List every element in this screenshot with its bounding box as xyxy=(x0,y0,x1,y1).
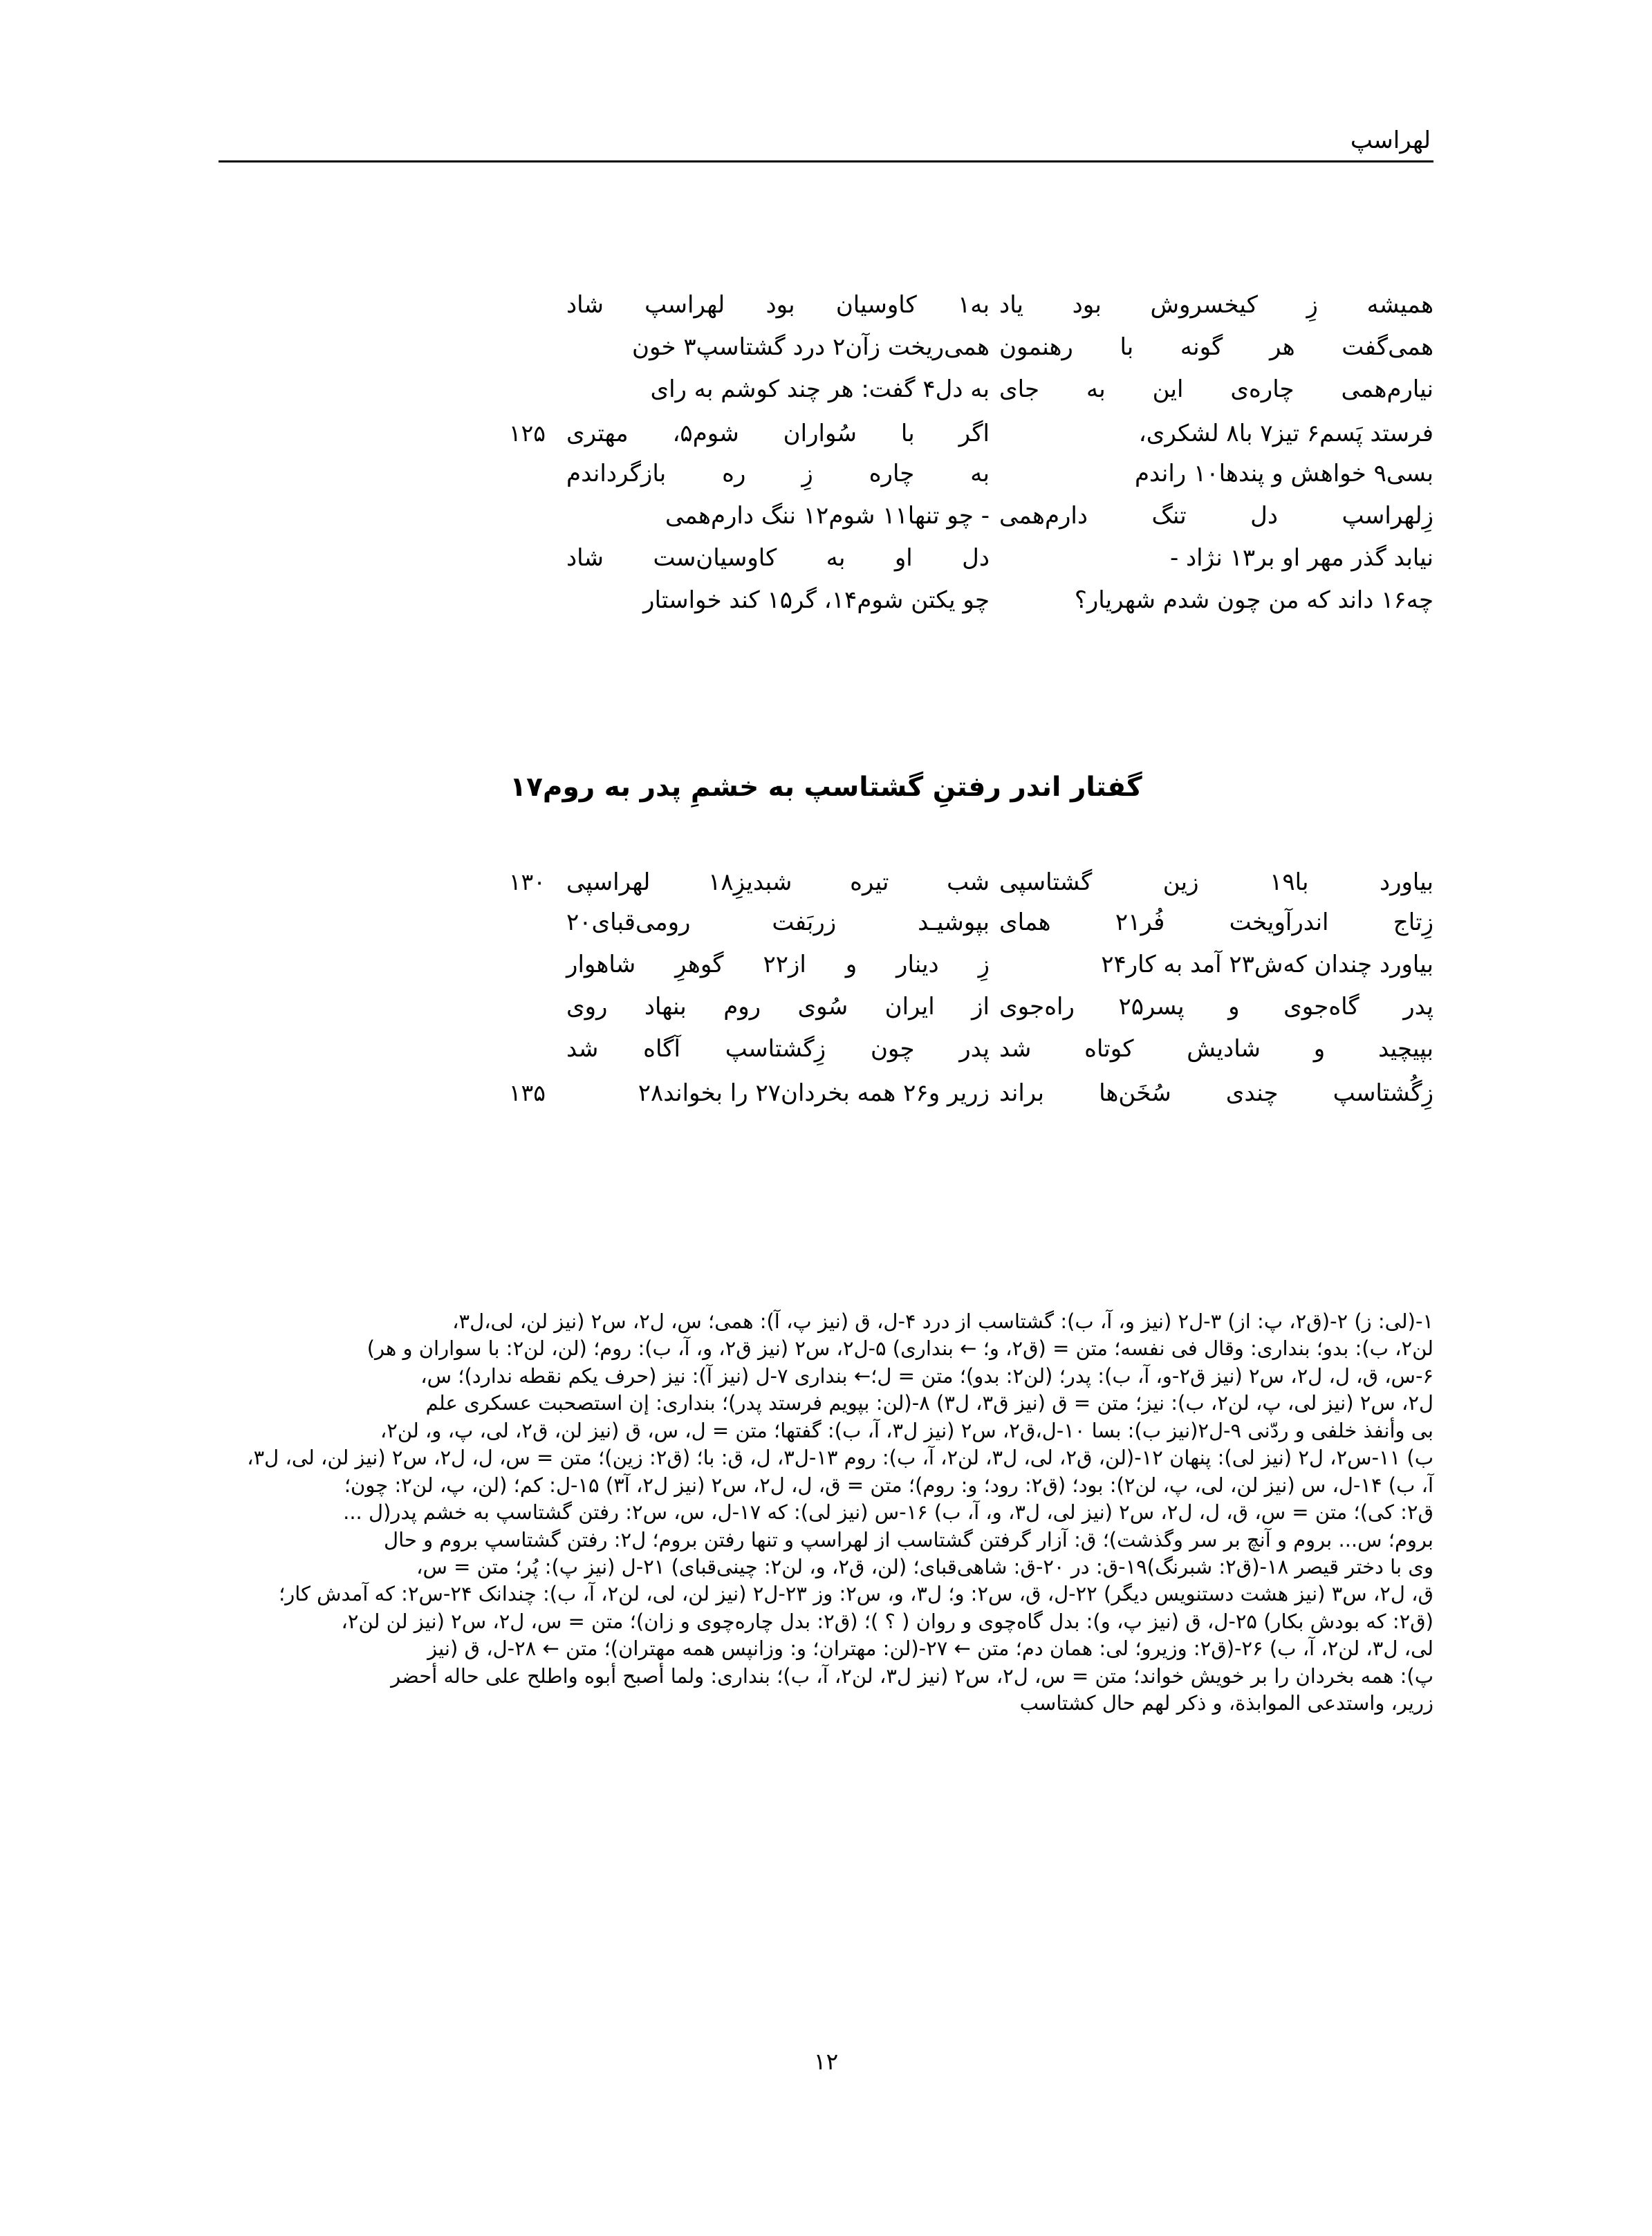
verse-line: چو یکتن شوم۱۴، گر۱۵ کند خواستار xyxy=(643,586,990,614)
verse-word: دارم‌همی xyxy=(999,502,1088,530)
verse-word: زِگُشتاسپ xyxy=(1333,1079,1433,1107)
hemistich-left xyxy=(990,870,1433,894)
verse-word: شد xyxy=(999,1035,1032,1063)
verse-word: فُر۲۱ xyxy=(1115,909,1165,936)
verse-line: به دل۴ گفت: هر چند کوشم به رای xyxy=(650,375,990,403)
couplet-row xyxy=(219,868,1433,911)
verse-word: شد xyxy=(566,1035,599,1063)
verse-word: بپوشیـد xyxy=(918,909,990,936)
hemistich-right xyxy=(546,993,990,1021)
running-head-block xyxy=(219,129,1433,162)
apparatus-line: ق، ل۲، س۳ (نیز هشت دستنویس دیگر) ۲۲-ل، ق، س۲: و؛ ل۳، و، س۲: وز ۲۳-ل۲ (نیز لن، لی، لن۲، آ، ب): چندانک ۲۴-س۲: که آمدش کار؛ xyxy=(279,1582,1433,1606)
critical-apparatus xyxy=(219,1308,1433,1717)
verse-word: چاره xyxy=(869,460,915,487)
apparatus-line: لی، ل۳، لن۲، آ، ب) ۲۶-(ق۲: وزیرو؛ لی: همان دم؛ متن ← ۲۷-(لن: مهتران؛ و: وزانپس همه مهتران)؛ متن ← ۲۸-ل، ق (نیز xyxy=(427,1637,1433,1661)
hemistich-right xyxy=(546,588,990,612)
hemistich-right xyxy=(546,375,990,403)
verse-word: زِگشتاسپ xyxy=(725,1035,826,1063)
hemistich-left xyxy=(990,546,1433,570)
hemistich-left xyxy=(990,1037,1433,1061)
verse-word: چون xyxy=(870,1035,915,1063)
hemistich-left xyxy=(990,504,1433,528)
verse-word: همای xyxy=(999,909,1051,936)
verse-word: ایران xyxy=(884,993,935,1021)
folio-number: ۱۲ xyxy=(813,2048,839,2075)
verse-word: تنگ xyxy=(1151,502,1187,530)
verse-line: بیاورد چندان که‌ش۲۳ آمد به کار۲۴ xyxy=(1101,951,1433,978)
apparatus-line: آ، ب) ۱۴-ل، س (نیز لن، لی، پ، لن۲): بود؛ (ق۲: رود؛ و: روم)؛ متن = ق، ل، ل۲، س۲ (نیز ل۲، آ۳) ۱۵-ل: کم؛ (لن، پ، لن۲: چون؛ xyxy=(344,1473,1433,1497)
couplet-row xyxy=(219,546,1433,588)
verse-number: ۱۳۰ xyxy=(508,868,546,895)
verse-line: نیابد گذر مهر او بر۱۳ نژاد - xyxy=(1169,544,1433,572)
verse-word: کاوسیان‌ست xyxy=(653,544,777,572)
header-rule xyxy=(219,160,1433,162)
apparatus-line: زریر، واستدعی الموابذة، و ذکر لهم حال کشتاسب xyxy=(1019,1691,1433,1715)
verse-word: یاد xyxy=(999,291,1024,319)
verse-line: همی‌ریخت زآن۲ درد گشتاسپ۳ خون xyxy=(632,333,990,361)
verse-word: زربَفت xyxy=(772,909,837,936)
verse-number: ۱۲۵ xyxy=(508,420,546,447)
verse-word: هر xyxy=(1269,333,1295,361)
verse-word: دل xyxy=(962,544,990,572)
verse-word: لهراسپ xyxy=(644,291,725,319)
apparatus-line: ب) ۱۱-س۲، ل۲ (نیز لی): پنهان ۱۲-(لن، ق۲، لی، ل۳، لن۲، آ، ب): روم ۱۳-ل۳، ل، ق: با؛ (ق۲: زین)؛ متن = س، ل، ل۲، س۲ (نیز لن، لی، ل۳، xyxy=(247,1446,1433,1470)
verse-word: گاه‌جوی xyxy=(1283,993,1359,1021)
verse-word: جای xyxy=(999,375,1040,403)
verse-word: چاره‌ی xyxy=(1230,375,1294,403)
apparatus-line: ل۲، س۲ (نیز لی، پ، لن۲، ب): نیز؛ متن = ق (نیز ق۳، ل۳) ۸-(لن: بپویم فرستد پدر)؛ بنداری: إن استصحبت عسکری علم xyxy=(425,1391,1433,1415)
verse-word: رومی‌قبای۲۰ xyxy=(566,909,691,936)
verse-block-two xyxy=(219,868,1433,1121)
verse-number: ۱۳۵ xyxy=(508,1079,546,1106)
verse-word: شاد xyxy=(566,291,604,319)
hemistich-left xyxy=(990,422,1433,445)
verse-word: و xyxy=(1228,993,1240,1021)
apparatus-line: پ): همه بخردان را بر خویش خواند؛ متن = س، ل۲، س۲ (نیز ل۳، لن۲، آ، ب)؛ بنداری: ولما أصبح أبوه واطلح علی حاله أحضر xyxy=(391,1664,1433,1688)
hemistich-right xyxy=(546,462,990,485)
verse-word: دینار xyxy=(896,951,939,978)
verse-word: پدر xyxy=(1403,993,1433,1021)
verse-word: شاهوار xyxy=(566,951,636,978)
hemistich-left xyxy=(990,293,1433,317)
couplet-row xyxy=(219,420,1433,462)
hemistich-left xyxy=(990,335,1433,359)
couplet-row xyxy=(219,462,1433,504)
hemistich-right xyxy=(546,335,990,359)
verse-word: زین xyxy=(1162,868,1199,896)
couplet-row xyxy=(219,953,1433,995)
verse-line: بسی۹ خواهش و پندها۱۰ راندم xyxy=(1135,460,1433,487)
verse-word: با۱۹ xyxy=(1270,868,1309,896)
apparatus-line: وی با دختر قیصر ۱۸-(ق۲: شبرنگ)۱۹-ق: در ۲۰-ق: شاهی‌قبای؛ (لن، ق۲، و، لن۲: چینی‌قبای) ۲۱-ل (نیز پ): پُر؛ متن = س، xyxy=(416,1554,1433,1578)
hemistich-left xyxy=(990,993,1433,1021)
couplet-row xyxy=(219,1079,1433,1121)
verse-word: از xyxy=(972,993,990,1021)
verse-word: کوتاه xyxy=(1084,1035,1134,1063)
verse-word: بود xyxy=(1072,291,1102,319)
verse-word: شادیش xyxy=(1187,1035,1261,1063)
verse-line: فرستد پَسم۶ تیز۷ با۸ لشکری، xyxy=(1138,420,1433,447)
couplet-row xyxy=(219,588,1433,631)
verse-word: لهراسپی xyxy=(566,868,651,896)
verse-word: و xyxy=(845,951,857,978)
verse-word: شوم۵، xyxy=(672,420,739,447)
verse-word: بپیچید xyxy=(1377,1035,1433,1063)
verse-word: بنهاد xyxy=(644,993,687,1021)
verse-block-one xyxy=(219,293,1433,631)
verse-word: آگاه xyxy=(643,1035,680,1063)
couplet-row xyxy=(219,375,1433,420)
verse-word: اندرآویخت xyxy=(1229,909,1329,936)
verse-word: راه‌جوی xyxy=(999,993,1075,1021)
apparatus-line: بروم؛ س... بروم و آنچ بر سر وگذشت)؛ ق: آزار گرفتن گشتاسب از لهراسپ و تنها رفتن بروم؛ ل۲: رفتن گشتاسپ بروم و حال xyxy=(384,1527,1433,1552)
hemistich-left xyxy=(990,911,1433,934)
verse-word: سُوی xyxy=(797,993,848,1021)
verse-word: شبدیزِ۱۸ xyxy=(708,868,792,896)
hemistich-left xyxy=(990,588,1433,612)
verse-word: او xyxy=(894,544,913,572)
verse-word: سُواران xyxy=(783,420,857,447)
verse-word: بیاورد xyxy=(1379,868,1433,896)
verse-word: این xyxy=(1152,375,1184,403)
hemistich-right xyxy=(546,546,990,570)
verse-word: دل xyxy=(1250,502,1278,530)
hemistich-left xyxy=(990,953,1433,976)
verse-word: و xyxy=(1313,1035,1326,1063)
verse-word: زِ xyxy=(1306,291,1318,319)
couplet-row xyxy=(219,995,1433,1037)
couplet-row xyxy=(219,911,1433,953)
hemistich-right xyxy=(546,293,990,317)
verse-word: کیخسروش xyxy=(1150,291,1258,319)
verse-word: شب xyxy=(947,868,990,896)
apparatus-line: ق۲: کی)؛ متن = س، ق، ل، ل۲، س۲ (نیز لی، ل۳، و، آ، ب) ۱۶-س (نیز لی): که ۱۷-ل، س، س۲: رفتن گشتاسپ به خشم پدر(ل ... xyxy=(343,1500,1433,1525)
running-head-title: لهراسپ xyxy=(1350,127,1431,154)
verse-word: با xyxy=(900,420,915,447)
verse-word: بود xyxy=(765,291,795,319)
verse-word: پدر xyxy=(959,1035,990,1063)
section-heading: گفتار اندر رفتنِ گشتاسپ به خشمِ پدر به روم۱۷ xyxy=(510,772,1142,803)
verse-word: روم xyxy=(723,993,761,1021)
verse-word: گوهرِ xyxy=(675,951,724,978)
apparatus-line: بی وأنفذ خلفی و ردّنی ۹-ل۲(نیز ب): بسا ۱۰-ل،ق۲، س۲ (نیز ل۳، آ، ب): گفتها؛ متن = ل، س، ق (نیز لن، ق۲، لی، پ، و، لن۲، xyxy=(380,1418,1433,1442)
hemistich-left xyxy=(990,375,1433,403)
verse-word: براند xyxy=(999,1079,1045,1107)
verse-word: به xyxy=(826,544,846,572)
verse-word: نیارم‌همی xyxy=(1341,375,1433,403)
verse-word: به۱ xyxy=(958,291,990,319)
couplet-row xyxy=(219,293,1433,335)
verse-word: زِ xyxy=(978,951,990,978)
verse-word: از۲۲ xyxy=(763,951,806,978)
verse-word: زِتاج xyxy=(1393,909,1433,936)
verse-word: با xyxy=(1120,333,1134,361)
verse-word: به xyxy=(970,460,990,487)
verse-line: زریر و۲۶ همه بخردان۲۷ را بخواند۲۸ xyxy=(638,1079,990,1107)
verse-word: ره xyxy=(722,460,746,487)
hemistich-left xyxy=(990,462,1433,485)
verse-word: رهنمون xyxy=(999,333,1073,361)
hemistich-left xyxy=(990,1081,1433,1105)
verse-word: مهتری xyxy=(566,420,629,447)
hemistich-right xyxy=(546,1037,990,1061)
verse-word: چندی xyxy=(1225,1079,1279,1107)
couplet-row xyxy=(219,504,1433,546)
verse-word: پسر۲۵ xyxy=(1118,993,1185,1021)
apparatus-line: لن۲، ب): بدو؛ بنداری: وقال فی نفسه؛ متن = (ق۲، و؛ ← بنداری) ۵-ل۲، س۲ (نیز ق۲، و، آ، ب): روم؛ (لن، لن۲: با سواران و هر) xyxy=(366,1336,1433,1361)
verse-word: بازگرداندم xyxy=(566,460,667,487)
verse-word: گشتاسپی xyxy=(999,868,1093,896)
couplet-row xyxy=(219,1037,1433,1079)
hemistich-right xyxy=(546,870,990,894)
couplet-row xyxy=(219,335,1433,378)
verse-word: سُخَن‌ها xyxy=(1099,1079,1171,1107)
verse-word: گونه xyxy=(1180,333,1223,361)
verse-word: همی‌گفت xyxy=(1342,333,1433,361)
hemistich-right xyxy=(546,1081,990,1105)
hemistich-right xyxy=(546,504,990,528)
hemistich-right xyxy=(546,422,990,445)
apparatus-line: ۶-س، ق، ل، ل۲، س۲ (نیز ق۲-و، آ، ب): پدر؛ (لن۲: بدو)؛ متن = ل؛← بنداری ۷-ل (نیز آ): نیز (حرف یکم نقطه ندارد)؛ س، xyxy=(420,1363,1433,1388)
verse-word: اگر xyxy=(958,420,990,447)
verse-word: به xyxy=(1086,375,1106,403)
verse-word: زِ xyxy=(801,460,813,487)
verse-word: شاد xyxy=(566,544,604,572)
apparatus-line: ۱-(لی: ز) ۲-(ق۲، پ: از) ۳-ل۲ (نیز و، آ، ب): گشتاسب از درد ۴-ل، ق (نیز پ، آ): همی؛ س، ل۲، س۲ (نیز لن، لی،ل۳، xyxy=(452,1310,1433,1333)
hemistich-right xyxy=(546,911,990,934)
apparatus-line: (ق۲: که بودش بکار) ۲۵-ل، ق (نیز پ، و): بدل گاه‌چوی و روان ( ؟ )؛ (ق۲: بدل چاره‌چوی و زان)؛ متن = س، ل۲، س۲ (نیز لن لن۲، xyxy=(341,1609,1433,1633)
verse-word: همیشه xyxy=(1366,291,1433,319)
verse-word: کاوسیان xyxy=(835,291,917,319)
hemistich-right xyxy=(546,953,990,976)
verse-word: روی xyxy=(566,993,608,1021)
verse-word: تیره xyxy=(850,868,889,896)
verse-line: - چو تنها۱۱ شوم۱۲ ننگ دارم‌همی xyxy=(665,502,990,530)
verse-line: چه۱۶ داند که من چون شدم شهریار؟ xyxy=(1074,586,1433,614)
verse-word: زِلهراسپ xyxy=(1342,502,1433,530)
